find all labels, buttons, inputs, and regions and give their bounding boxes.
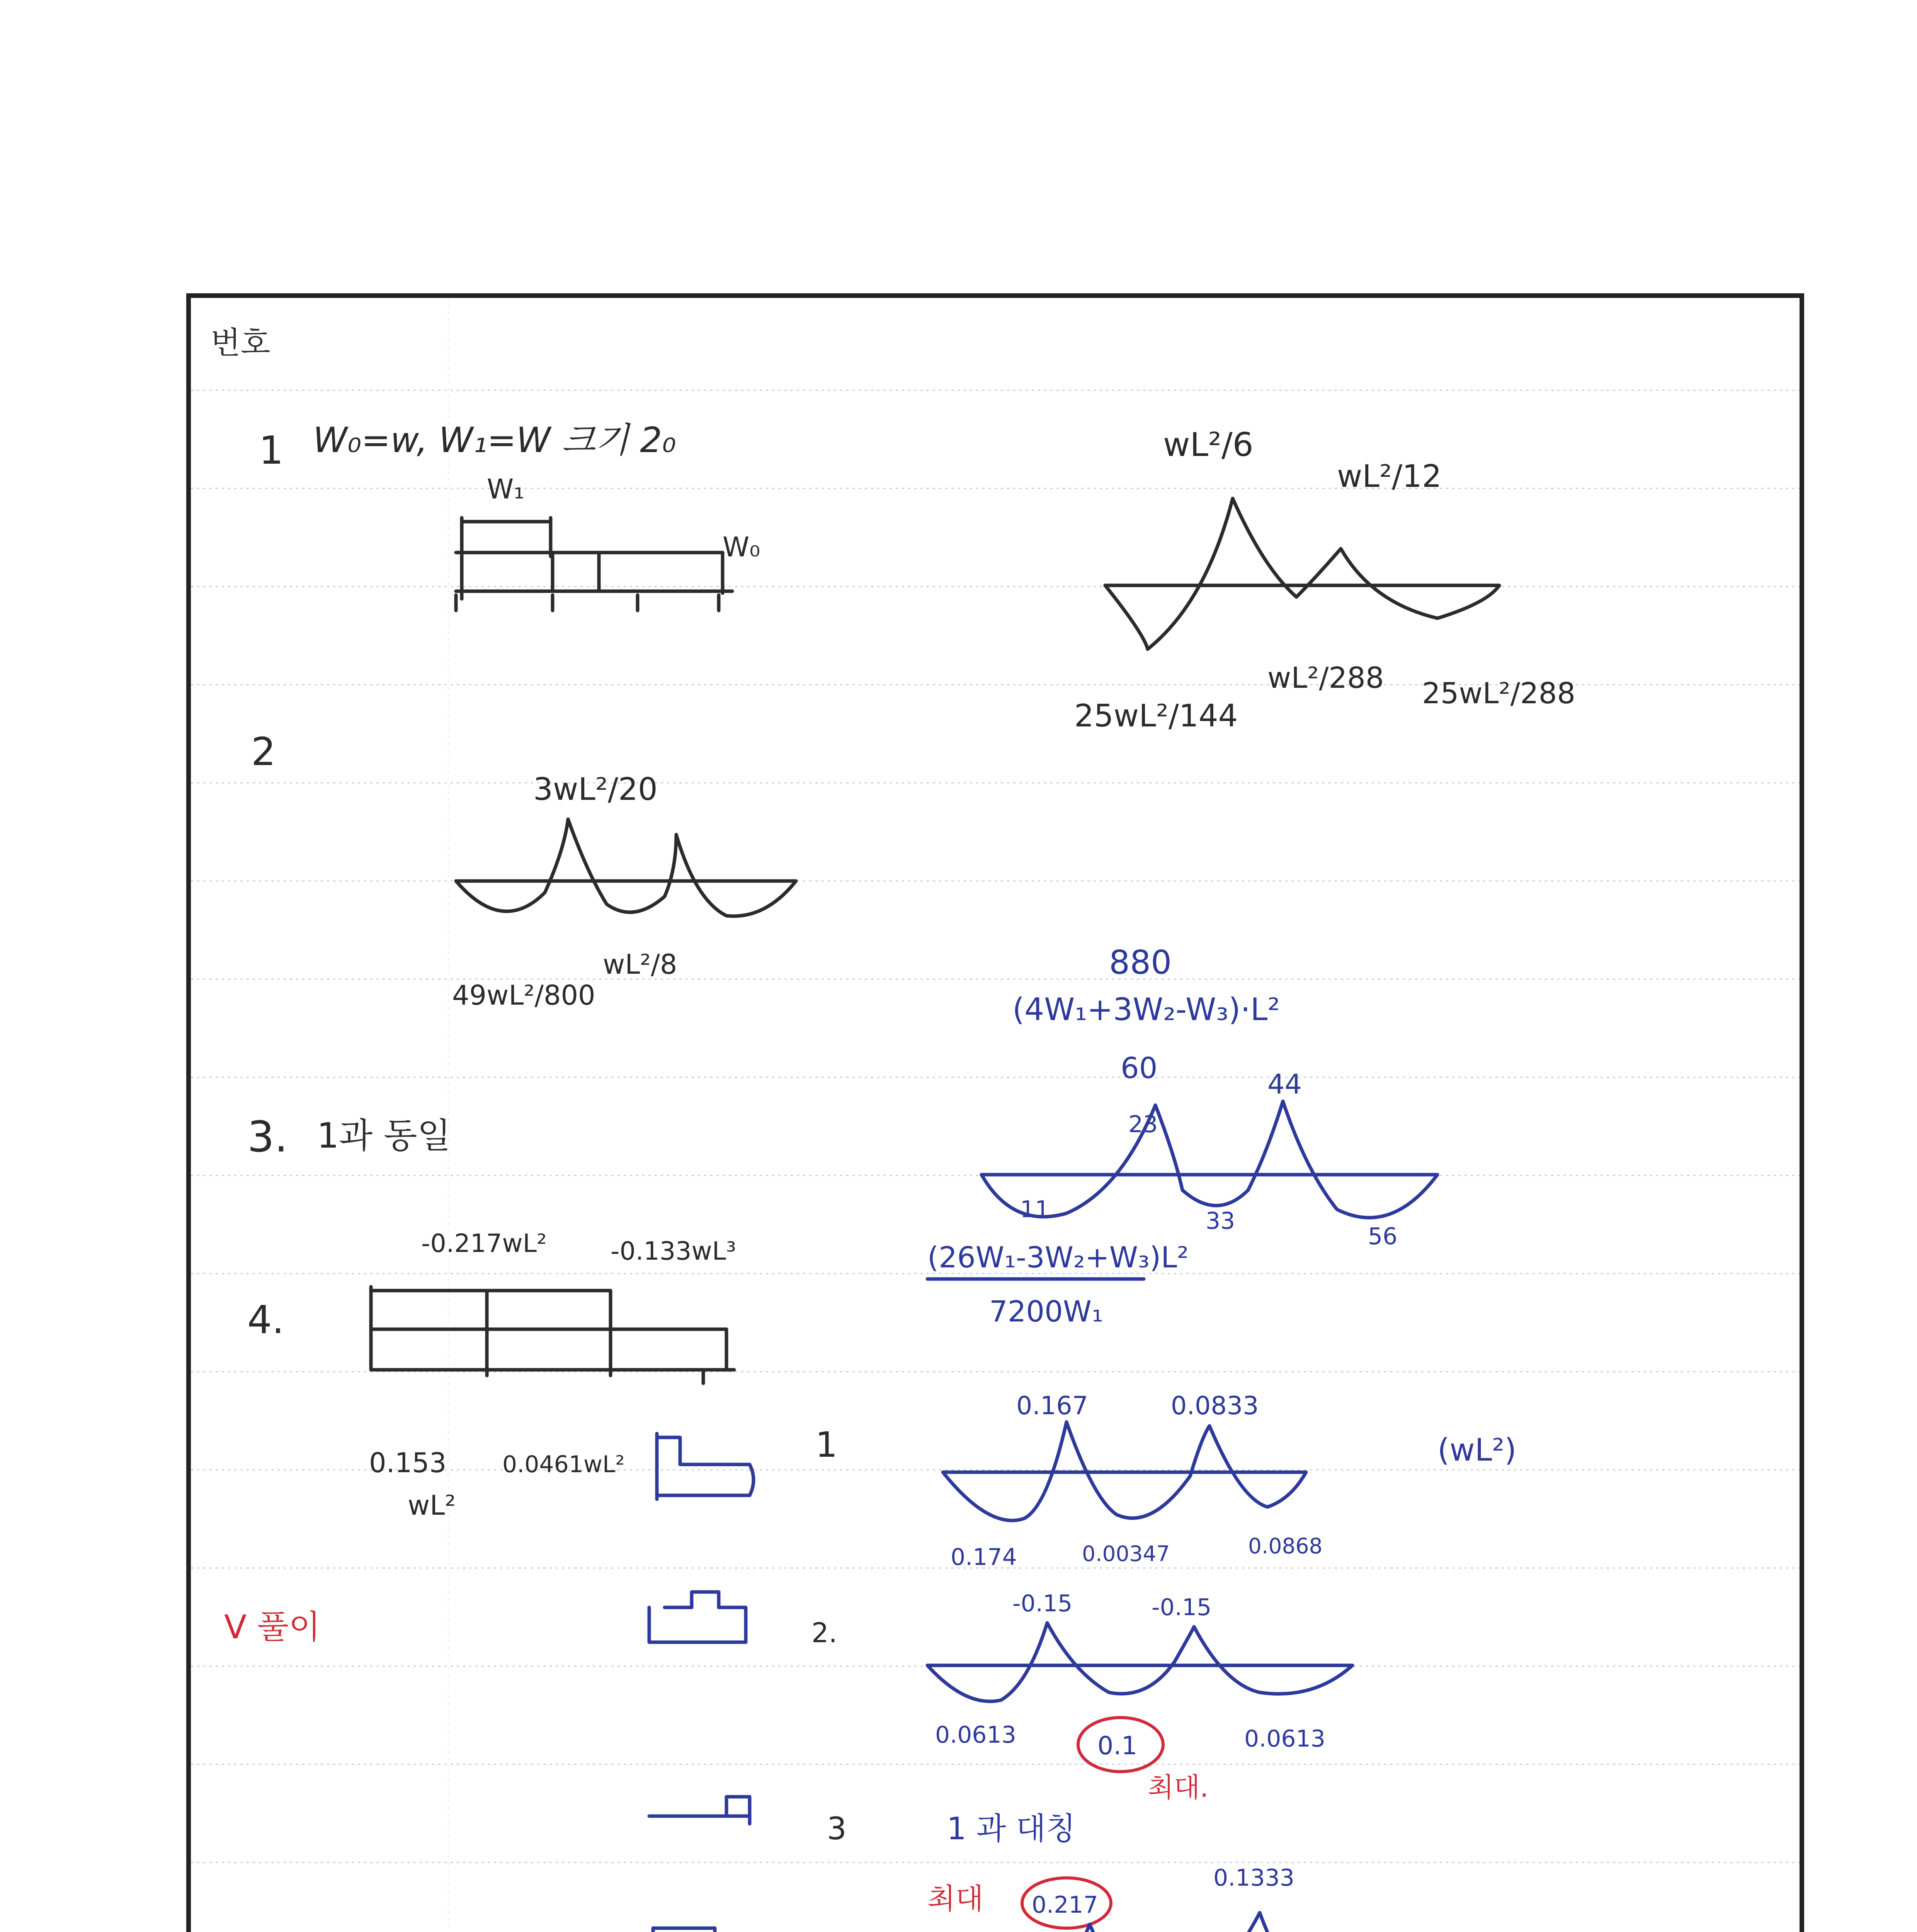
moment-diagram-2 <box>456 819 796 916</box>
problem-3-val-b: 23 <box>1128 1111 1158 1138</box>
case-1-number: 1 <box>815 1425 838 1465</box>
problem-3-peak-right: 44 <box>1267 1068 1302 1100</box>
case-icon-1 <box>657 1434 754 1499</box>
case-2-peak2: -0.15 <box>1152 1594 1212 1621</box>
low-left-label: 25wL²/144 <box>1074 698 1238 734</box>
load-label-right: W₀ <box>723 531 760 563</box>
problem-4-bottom-mid: 0.0461wL² <box>502 1451 625 1478</box>
case-2-number: 2. <box>811 1617 837 1649</box>
case-1-low3: 0.0868 <box>1248 1534 1323 1558</box>
problem-4 <box>247 1229 736 1521</box>
case-3 <box>827 1811 1076 1847</box>
problem-3-top-formula: (4W₁+3W₂-W₃)·L² <box>1012 992 1280 1027</box>
case-2-curve <box>927 1623 1352 1701</box>
problem-2-low-left: 49wL²/800 <box>452 980 595 1011</box>
case-1-curve <box>943 1422 1306 1520</box>
problem-3-peak-left: 60 <box>1121 1051 1158 1085</box>
problem-4-bottom-left: 0.153 <box>369 1447 447 1479</box>
case-4-curve <box>951 1913 1391 1932</box>
header-label: 번호 <box>211 325 270 361</box>
low-right-label: 25wL²/288 <box>1422 676 1576 710</box>
case-4 <box>831 1864 1396 1932</box>
problem-3-val-c: 33 <box>1206 1208 1235 1235</box>
problem-2-low-mid: wL²/8 <box>603 949 677 980</box>
problem-2-peak: 3wL²/20 <box>533 771 658 807</box>
problem-1-statement: W₀=w, W₁=W 크기 2₀ <box>313 420 676 461</box>
case-2-low2: 0.1 <box>1097 1731 1138 1760</box>
problem-4-top-right: -0.133wL³ <box>611 1237 736 1266</box>
case-2-low3: 0.0613 <box>1244 1725 1325 1752</box>
moment-diagram-1 <box>1074 426 1575 734</box>
problem-4-bottom-left-unit: wL² <box>408 1490 456 1521</box>
case-4-peak2: 0.1333 <box>1213 1864 1294 1891</box>
beam-diagram-4 <box>371 1287 734 1383</box>
case-icon-4 <box>653 1928 754 1932</box>
problem-2 <box>251 729 796 1011</box>
problem-2-number: 2 <box>251 729 276 774</box>
case-4-note: 최대 <box>927 1882 983 1916</box>
page-frame <box>189 296 1802 1932</box>
beam-diagram-1 <box>456 518 732 611</box>
case-3-number: 3 <box>827 1811 847 1847</box>
problem-3 <box>247 944 1437 1328</box>
problem-1 <box>259 420 1575 734</box>
case-2-note: 최대. <box>1148 1772 1209 1803</box>
peak-left-label: wL²/6 <box>1163 426 1254 464</box>
problem-3-top-number: 880 <box>1109 944 1172 982</box>
case-icons <box>645 1434 754 1932</box>
case-icon-3 <box>649 1797 750 1824</box>
problem-3-number: 3. <box>247 1112 288 1162</box>
problem-4-top-left: -0.217wL² <box>421 1229 547 1258</box>
ruled-lines <box>191 298 1800 1932</box>
case-1-low2: 0.00347 <box>1082 1541 1170 1566</box>
problem-3-note: 1과 동일 <box>317 1116 451 1156</box>
case-2 <box>811 1590 1352 1803</box>
problem-3-bottom-formula: (26W₁-3W₂+W₃)L² <box>927 1240 1189 1274</box>
problem-4-number: 4. <box>247 1297 284 1342</box>
case-2-peak1: -0.15 <box>1012 1590 1073 1617</box>
peak-right-label: wL²/12 <box>1337 458 1442 494</box>
moment-diagram-3 <box>981 1101 1437 1218</box>
case-2-low1: 0.0613 <box>935 1721 1016 1748</box>
load-label-top: W₁ <box>487 473 525 505</box>
unit-note: (wL²) <box>1437 1432 1517 1468</box>
case-1-low1: 0.174 <box>951 1544 1017 1571</box>
case-1 <box>815 1391 1322 1571</box>
problem-3-bottom-denominator: 7200W₁ <box>989 1294 1104 1328</box>
low-mid-label: wL²/288 <box>1267 661 1384 695</box>
case-4-peak1: 0.217 <box>1032 1891 1098 1918</box>
red-note: V 풀이 <box>224 1608 321 1646</box>
case-1-peak1: 0.167 <box>1016 1391 1089 1420</box>
problem-3-val-d: 56 <box>1368 1223 1398 1250</box>
problem-1-number: 1 <box>259 428 284 473</box>
case-icon-2 <box>649 1592 746 1642</box>
case-3-text: 1 과 대칭 <box>947 1811 1076 1847</box>
case-1-peak2: 0.0833 <box>1171 1391 1259 1420</box>
problem-3-val-a: 11 <box>1020 1196 1050 1223</box>
